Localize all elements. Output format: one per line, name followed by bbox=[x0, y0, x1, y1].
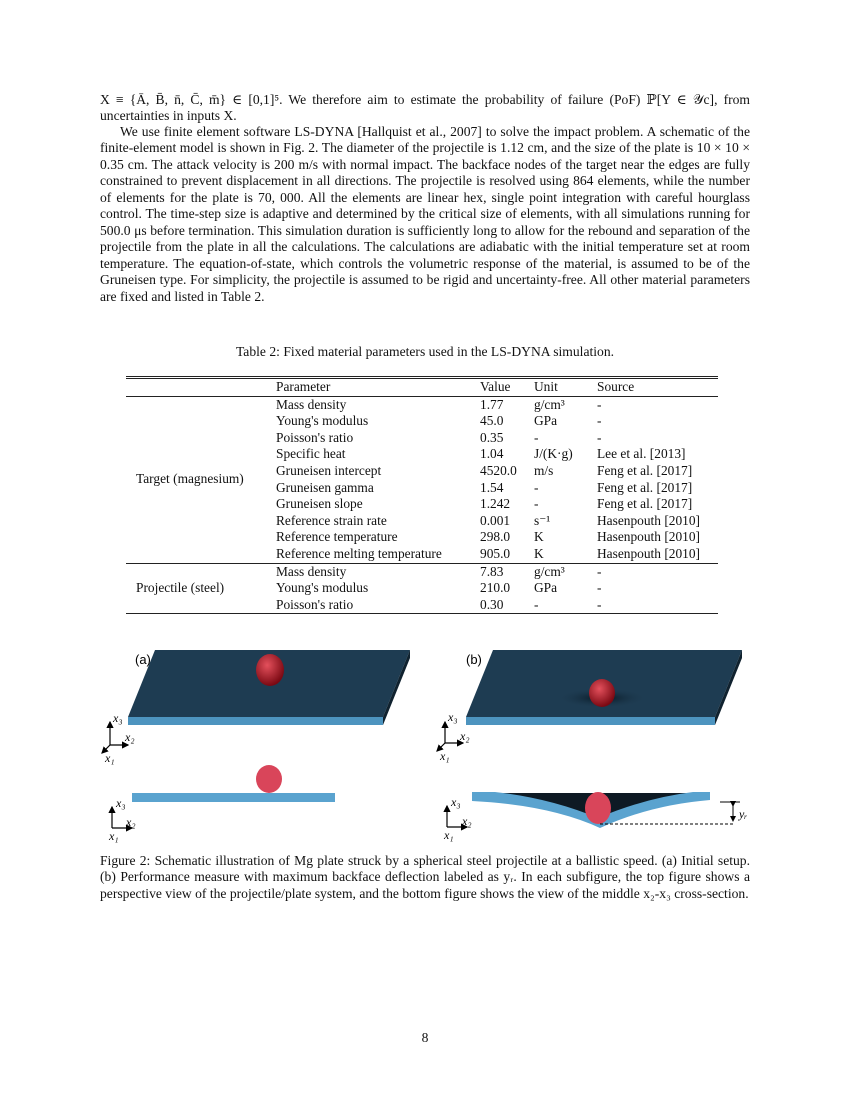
unit-cell: s⁻¹ bbox=[534, 512, 551, 528]
section-a-x3-label: x₃ bbox=[116, 796, 126, 810]
source-cell: Hasenpouth [2010] bbox=[597, 529, 701, 545]
parameter-cell: Gruneisen intercept bbox=[276, 462, 382, 478]
value-cell: 4520.0 bbox=[480, 462, 517, 478]
panel-b-label: (b) bbox=[466, 652, 482, 667]
value-cell: 0.30 bbox=[480, 597, 534, 614]
value-cell: 1.77 bbox=[480, 396, 504, 412]
unit-cell: GPa bbox=[534, 580, 558, 596]
section-a-x2-label: x₂ bbox=[126, 815, 136, 829]
paragraph-intro: X ≡ {Ā, B̄, n̄, C̄, m̄} ∈ [0,1]⁵. We therefore aim to estimate the probability of failure (PoF) ℙ[Y ∈ 𝒴c], from uncertainties in inputs X. bbox=[100, 92, 750, 124]
material-parameters-table bbox=[126, 376, 718, 614]
header-source: Source bbox=[597, 378, 718, 397]
header-parameter: Parameter bbox=[276, 378, 480, 397]
unit-cell: - bbox=[534, 597, 597, 614]
parameter-cell: Mass density bbox=[276, 396, 347, 412]
unit-cell: GPa bbox=[534, 413, 558, 429]
unit-cell: g/cm³ bbox=[534, 396, 565, 412]
figure-caption: Figure 2: Schematic illustration of Mg plate struck by a spherical steel projectile at a ballistic speed. (a) Initial setup. (b) Performance measure with maximum backface deflection labeled as yᵣ. In each subfigure, the top figure shows a perspective view of the projectile/plate system, and the bottom figure shows the view of the middle x₂-x₃ cross-section. bbox=[100, 853, 750, 901]
unit-cell: - bbox=[534, 479, 539, 495]
panel-b-x1-label: x₁ bbox=[440, 749, 450, 763]
source-cell: Feng et al. [2017] bbox=[597, 479, 693, 495]
parameter-cell: Mass density bbox=[276, 563, 347, 579]
parameter-cell: Poisson's ratio bbox=[276, 429, 354, 445]
unit-cell: K bbox=[534, 546, 597, 563]
figure-2-schematic bbox=[100, 640, 760, 850]
table-row bbox=[126, 563, 718, 580]
axis-x1-label: x₁ bbox=[105, 751, 115, 765]
panel-a-label: (a) bbox=[135, 652, 151, 667]
unit-cell: - bbox=[534, 496, 539, 512]
panel-b-x3-label: x₃ bbox=[448, 710, 458, 724]
source-cell: Hasenpouth [2010] bbox=[597, 512, 701, 528]
value-cell: 1.54 bbox=[480, 479, 504, 495]
page-number: 8 bbox=[421, 1030, 429, 1045]
source-cell: - bbox=[597, 396, 602, 412]
unit-cell: - bbox=[534, 429, 539, 445]
unit-cell: J/(K·g) bbox=[534, 446, 573, 462]
parameter-cell: Reference melting temperature bbox=[276, 546, 480, 563]
panel-b-perspective bbox=[466, 650, 742, 725]
source-cell: Feng et al. [2017] bbox=[597, 462, 693, 478]
unit-cell: g/cm³ bbox=[534, 563, 565, 579]
source-cell: Hasenpouth [2010] bbox=[597, 546, 718, 563]
panel-b-x2-label: x₂ bbox=[460, 729, 470, 743]
value-cell: 0.001 bbox=[480, 512, 511, 528]
projectile-icon bbox=[256, 654, 284, 686]
section-b-x1-label: x₁ bbox=[444, 828, 454, 842]
unit-cell: K bbox=[534, 529, 544, 545]
paragraph-model-description: We use finite element software LS-DYNA [Hallquist et al., 2007] to solve the impact problem. A schematic of the finite-element model is shown in Fig. 2. The diameter of the projectile is 1.12 cm, and the size of the plate is 10 × 10 × 0.35 cm. The attack velocity is 200 m/s with normal impact. The backface nodes of the target near the edges are fully constrained to prevent displacement in all directions. The projectile is resolved using 864 elements, while the number of elements for the plate is 70, 000. All the elements are linear hex, single point integration with careful hourglass control. The time-step size is adaptive and determined by the critical size of elements, with all simulations running for 500.0 μs before termination. This simulation duration is sufficiently long to allow for the rebound and separation of the projectile from the plate in all the calculations. The calculations are adiabatic with the initial temperature set at room temperature. The equation-of-state, which controls the volumetric response of the material, is assumed to be of the Gruneisen type. For simplicity, the projectile is assumed to be rigid and uncertainty-free. All other material parameters are fixed and listed in Table 2. bbox=[100, 124, 750, 304]
parameter-cell: Reference strain rate bbox=[276, 512, 387, 528]
source-cell: - bbox=[597, 413, 602, 429]
parameter-cell: Reference temperature bbox=[276, 529, 398, 545]
value-cell: 45.0 bbox=[480, 413, 504, 429]
panel-a-perspective bbox=[128, 650, 410, 725]
source-cell: - bbox=[597, 597, 718, 614]
group-label: Projectile (steel) bbox=[126, 563, 276, 614]
value-cell: 0.35 bbox=[480, 429, 504, 445]
value-cell: 1.04 bbox=[480, 446, 504, 462]
parameter-cell: Gruneisen slope bbox=[276, 496, 363, 512]
panel-a-cross-section bbox=[132, 765, 335, 802]
header-unit: Unit bbox=[534, 378, 597, 397]
value-cell: 905.0 bbox=[480, 546, 534, 563]
source-cell: - bbox=[597, 563, 602, 579]
value-cell: 1.242 bbox=[480, 496, 511, 512]
axis-x3-label: x₃ bbox=[113, 711, 123, 725]
parameter-cell: Specific heat bbox=[276, 446, 346, 462]
section-b-x2-label: x₂ bbox=[462, 814, 472, 828]
value-cell: 210.0 bbox=[480, 580, 511, 596]
source-cell: Feng et al. [2017] bbox=[597, 496, 693, 512]
header-value: Value bbox=[480, 378, 534, 397]
parameter-cell: Poisson's ratio bbox=[276, 597, 480, 614]
parameter-cell: Young's modulus bbox=[276, 413, 369, 429]
table-row bbox=[126, 396, 718, 413]
value-cell: 298.0 bbox=[480, 529, 511, 545]
panel-b-cross-section bbox=[472, 792, 747, 828]
value-cell: 7.83 bbox=[480, 563, 504, 579]
parameter-cell: Young's modulus bbox=[276, 580, 369, 596]
deflection-yr-label: yᵣ bbox=[739, 807, 748, 821]
header-group bbox=[126, 378, 276, 397]
source-cell: Lee et al. [2013] bbox=[597, 446, 686, 462]
unit-cell: m/s bbox=[534, 462, 554, 478]
table-header-row bbox=[126, 378, 718, 397]
parameter-cell: Gruneisen gamma bbox=[276, 479, 374, 495]
source-cell: - bbox=[597, 429, 602, 445]
source-cell: - bbox=[597, 580, 602, 596]
table-caption: Table 2: Fixed material parameters used in the LS-DYNA simulation. bbox=[235, 344, 615, 359]
projectile-icon bbox=[589, 679, 615, 707]
axis-x2-label: x₂ bbox=[125, 730, 135, 744]
section-a-x1-label: x₁ bbox=[109, 829, 119, 843]
group-label: Target (magnesium) bbox=[126, 396, 276, 563]
section-b-x3-label: x₃ bbox=[451, 795, 461, 809]
